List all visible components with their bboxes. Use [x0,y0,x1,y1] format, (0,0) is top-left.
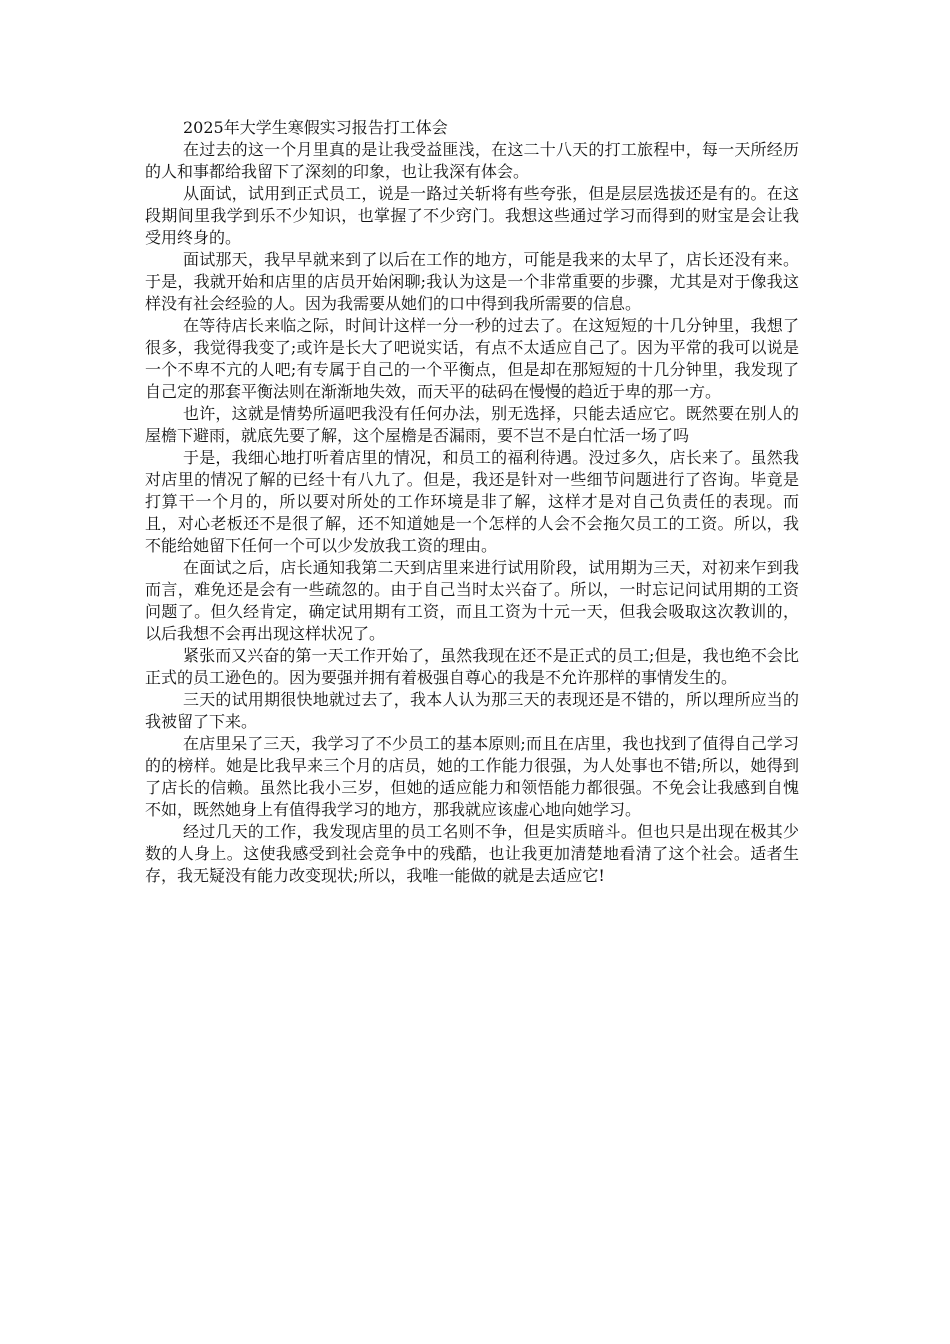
document-title: 2025年大学生寒假实习报告打工体会 [183,118,448,137]
paragraph: 在过去的这一个月里真的是让我受益匪浅，在这二十八天的打工旅程中，每一天所经历的人和事都给我留下了深刻的印象，也让我深有体会。 [145,140,799,181]
paragraph: 三天的试用期很快地就过去了，我本人认为那三天的表现还是不错的，所以理所应当的我被留了下来。 [145,690,799,731]
paragraph: 在面试之后，店长通知我第二天到店里来进行试用阶段，试用期为三天，对初来乍到我而言，难免还是会有一些疏忽的。由于自己当时太兴奋了。所以，一时忘记问试用期的工资问题了。但久经肯定，确定试用期有工资，而且工资为十元一天，但我会吸取这次教训的，以后我想不会再出现这样状况了。 [145,558,799,643]
paragraph: 紧张而又兴奋的第一天工作开始了，虽然我现在还不是正式的员工;但是，我也绝不会比正式的员工逊色的。因为要强并拥有着极强自尊心的我是不允许那样的事情发生的。 [145,646,799,687]
paragraph: 在店里呆了三天，我学习了不少员工的基本原则;而且在店里，我也找到了值得自己学习的的榜样。她是比我早来三个月的店员，她的工作能力很强，为人处事也不错;所以，她得到了店长的信赖。虽然比我小三岁，但她的适应能力和领悟能力都很强。不免会让我感到自愧不如，既然她身上有值得我学习的地方，那我就应该虚心地向她学习。 [145,734,799,819]
paragraph: 在等待店长来临之际，时间计这样一分一秒的过去了。在这短短的十几分钟里，我想了很多，我觉得我变了;或许是长大了吧说实话，有点不太适应自己了。因为平常的我可以说是一个不卑不亢的人吧;有专属于自己的一个平衡点，但是却在那短短的十几分钟里，我发现了自己定的那套平衡法则在渐渐地失效，而天平的砝码在慢慢的趋近于卑的那一方。 [145,316,799,401]
paragraph: 经过几天的工作，我发现店里的员工名则不争，但是实质暗斗。但也只是出现在极其少数的人身上。这使我感受到社会竞争中的残酷，也让我更加清楚地看清了这个社会。适者生存，我无疑没有能力改变现状;所以，我唯一能做的就是去适应它! [145,822,799,885]
document-body [145,117,799,887]
paragraph: 面试那天，我早早就来到了以后在工作的地方，可能是我来的太早了，店长还没有来。于是，我就开始和店里的店员开始闲聊;我认为这是一个非常重要的步骤，尤其是对于像我这样没有社会经验的人。因为我需要从她们的口中得到我所需要的信息。 [145,250,799,313]
paragraph: 于是，我细心地打听着店里的情况，和员工的福利待遇。没过多久，店长来了。虽然我对店里的情况了解的已经十有八九了。但是，我还是针对一些细节问题进行了咨询。毕竟是打算干一个月的，所以要对所处的工作环境是非了解，这样才是对自己负责任的表现。而且，对心老板还不是很了解，还不知道她是一个怎样的人会不会拖欠员工的工资。所以，我不能给她留下任何一个可以少发放我工资的理由。 [145,448,799,555]
paragraph: 也许，这就是情势所逼吧我没有任何办法，别无选择，只能去适应它。既然要在别人的屋檐下避雨，就底先要了解，这个屋檐是否漏雨，要不岂不是白忙活一场了吗 [145,404,799,445]
paragraph: 从面试，试用到正式员工，说是一路过关斩将有些夸张，但是层层选拔还是有的。在这段期间里我学到乐不少知识，也掌握了不少窍门。我想这些通过学习而得到的财宝是会让我受用终身的。 [145,184,799,247]
